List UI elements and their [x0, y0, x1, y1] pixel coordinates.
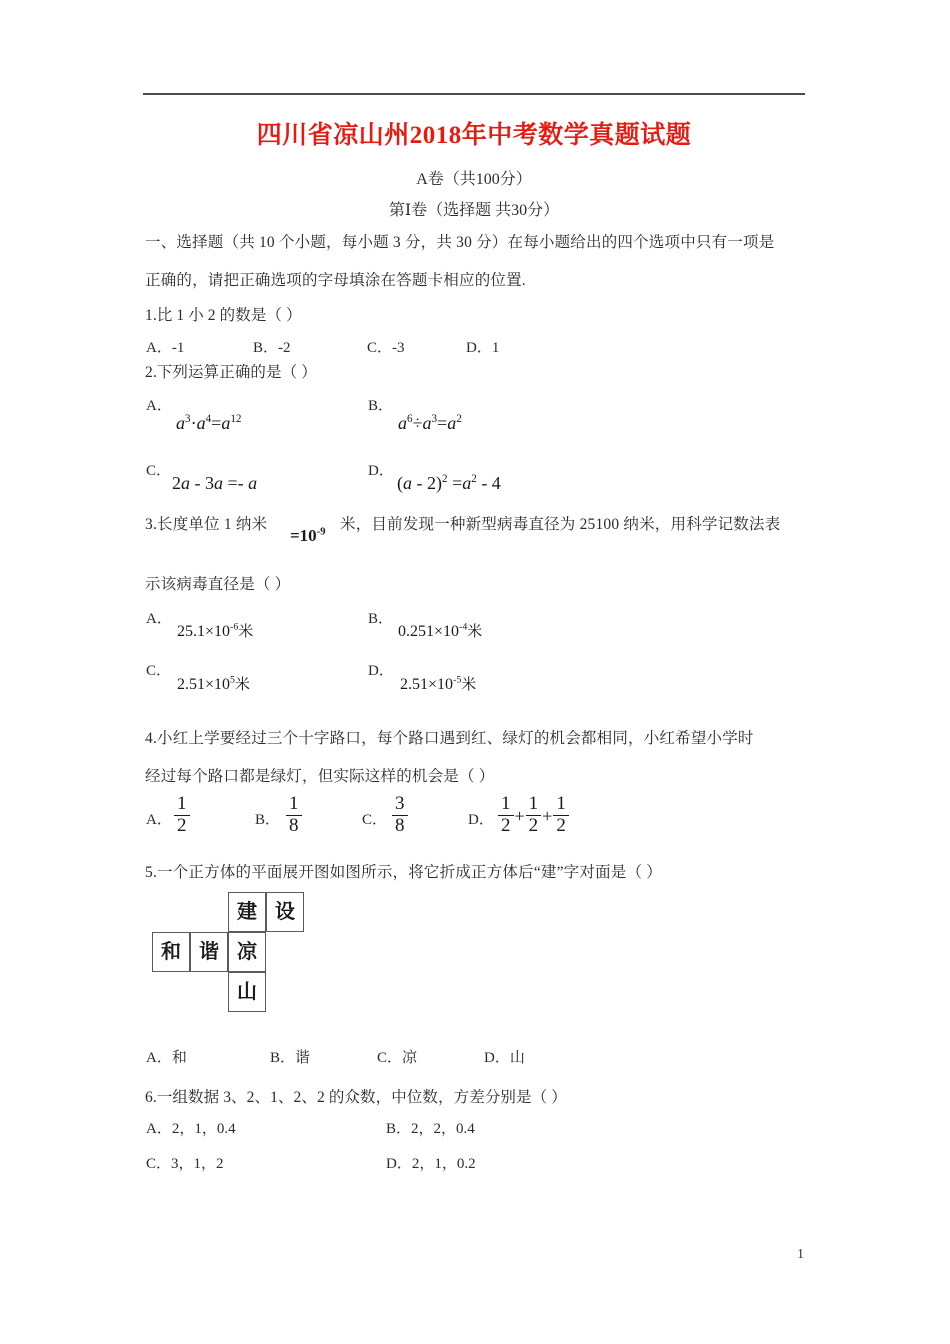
section-intro-line-2: 正确的，请把正确选项的字母填涂在答题卡相应的位置. [145, 272, 526, 289]
q4d-denominator-3: 2 [556, 814, 566, 836]
q4d-numerator-3: 1 [553, 794, 569, 816]
q3b-unit: 米 [467, 624, 483, 640]
q2a-equals: = [211, 413, 222, 433]
q6-option-b-text: 2，2，0.4 [411, 1121, 475, 1137]
q3-option-c-value [177, 673, 250, 694]
q4-option-d-expression [498, 795, 569, 837]
q2-option-c-label: C． [146, 463, 172, 479]
q6-option-b-label: B． [386, 1121, 412, 1137]
question-6-stem: 6.一组数据 3、2、1、2、2 的众数，中位数，方差分别是（ ） [145, 1089, 567, 1106]
question-3-stem-part-1: 3.长度单位 1 纳米 [145, 516, 268, 533]
q6-option-c-text: 3，1，2 [171, 1156, 224, 1172]
q5-option-c-text: 凉 [402, 1050, 418, 1066]
q1-option-d-label: D． [466, 340, 492, 356]
subtitle-part-one: 第Ⅰ卷（选择题 共30分） [388, 202, 560, 219]
q4c-denominator: 8 [395, 814, 405, 836]
q1-option-b-label: B． [253, 340, 279, 356]
q4a-denominator: 2 [177, 814, 187, 836]
q3-option-d-label: D． [368, 663, 394, 679]
q4-option-c-fraction [392, 795, 408, 837]
q4-option-b-fraction [286, 795, 302, 837]
q2-option-a-expression [176, 413, 241, 434]
section-intro-line-1: 一、选择题（共 10 个小题，每小题 3 分，共 30 分）在每小题给出的四个选项中只有一项是 [145, 234, 775, 251]
header-rule [143, 93, 805, 95]
q3-option-a-value [177, 620, 253, 641]
q3c-exponent: 5 [230, 674, 235, 686]
q2a-sup-3: 12 [230, 413, 242, 425]
question-4-stem-line-2: 经过每个路口都是绿灯，但实际这样的机会是（ ） [145, 768, 495, 785]
q4a-numerator: 1 [174, 794, 190, 816]
q2-option-d-label: D． [368, 463, 394, 479]
q2-option-b-label: B． [368, 398, 394, 414]
question-3-stem-line-2: 示该病毒直径是（ ） [145, 576, 291, 593]
q3c-unit: 米 [234, 677, 250, 693]
q4d-plus-1: + [514, 805, 525, 826]
q2b-sup-1: 6 [407, 413, 413, 425]
q3-option-b-value [398, 620, 482, 641]
q2b-sup-2: 3 [431, 413, 438, 425]
q2b-operator: ÷ [412, 413, 423, 433]
q2b-base-2: a [422, 413, 432, 433]
q5-option-a-label: A． [146, 1050, 172, 1066]
q1-option-a-label: A． [146, 340, 172, 356]
q5-option-a-text: 和 [171, 1050, 187, 1066]
q4-option-a-fraction [174, 795, 190, 837]
q6-option-d-text: 2，1，0.2 [411, 1156, 476, 1172]
q4-option-b-label: B． [255, 812, 281, 828]
net-cell-shan: 山 [228, 972, 266, 1012]
subtitle-a-volume: A卷（共100分） [416, 171, 532, 188]
page-title: 四川省凉山州2018年中考数学真题试题 [256, 122, 692, 149]
q2a-operator: · [190, 413, 197, 433]
question-2-stem: 2.下列运算正确的是（ ） [145, 364, 317, 381]
net-cell-he: 和 [152, 932, 190, 972]
q3-inline-exponent: -9 [316, 526, 326, 538]
page-number: 1 [797, 1247, 804, 1262]
q3-option-c-label: C． [146, 663, 172, 679]
q2-option-a-label: A． [146, 398, 172, 414]
q3a-unit: 米 [238, 624, 254, 640]
q2a-sup-2: 4 [205, 413, 212, 425]
q3b-mantissa: 0.251×10 [398, 623, 460, 640]
q2a-base-1: a [176, 413, 185, 433]
q3-option-d-value [400, 673, 476, 694]
q3d-mantissa: 2.51×10 [400, 676, 454, 693]
q2b-base-3: a [447, 413, 457, 433]
q5-option-d-text: 山 [509, 1050, 525, 1066]
q6-option-c-label: C． [146, 1156, 172, 1172]
q4d-plus-2: + [542, 805, 553, 826]
q3a-mantissa: 25.1×10 [177, 623, 231, 640]
q3-option-a-label: A． [146, 611, 172, 627]
question-5-stem: 5.一个正方体的平面展开图如图所示，将它折成正方体后“建”字对面是（ ） [145, 864, 662, 881]
q3d-exponent: -5 [453, 674, 462, 686]
q4-option-a-label: A． [146, 812, 172, 828]
q3-option-b-label: B． [368, 611, 394, 627]
q2-option-d-expression: $(a - 2)^2 =a^2 - 4$ [397, 473, 501, 493]
q2a-sup-1: 3 [185, 413, 191, 425]
q4d-denominator-2: 2 [528, 814, 539, 836]
q6-option-a-label: A． [146, 1121, 172, 1137]
q4-option-c-label: C． [362, 812, 388, 828]
question-1-stem: 1.比 1 小 2 的数是（ ） [145, 307, 302, 324]
q3a-exponent: -6 [230, 621, 239, 633]
net-cell-jian: 建 [228, 892, 266, 932]
q5-option-b-label: B． [270, 1050, 296, 1066]
q2b-equals: = [437, 413, 448, 433]
question-3-stem-part-2: 米，目前发现一种新型病毒直径为 25100 纳米，用科学记数法表 [340, 516, 781, 533]
question-3-inline-math [290, 526, 325, 546]
q4-option-d-label: D． [468, 812, 494, 828]
q6-option-a-text: 2，1，0.4 [171, 1121, 236, 1137]
q3-inline-base: =10 [290, 526, 317, 545]
net-cell-xie: 谐 [190, 932, 228, 972]
q2-option-c-expression: 2a - 3a =- a [172, 473, 258, 493]
q3c-mantissa: 2.51×10 [177, 676, 231, 693]
q2-option-b-expression [398, 413, 462, 434]
q4c-numerator: 3 [392, 794, 408, 816]
q4d-denominator-1: 2 [501, 814, 511, 836]
q1-option-c-text: -3 [392, 340, 405, 356]
q3d-unit: 米 [461, 677, 477, 693]
q3b-exponent: -4 [459, 621, 468, 633]
q5-option-b-text: 谐 [295, 1050, 311, 1066]
net-cell-she: 设 [266, 892, 304, 932]
q2b-base-1: a [398, 413, 407, 433]
q1-option-a-text: -1 [171, 340, 185, 356]
q4d-numerator-1: 1 [498, 794, 514, 816]
q5-option-d-label: D． [484, 1050, 510, 1066]
q1-option-b-text: -2 [278, 340, 291, 356]
question-4-stem-line-1: 4.小红上学要经过三个十字路口，每个路口遇到红、绿灯的机会都相同，小红希望小学时 [145, 730, 754, 747]
q6-option-d-label: D． [386, 1156, 412, 1172]
q2a-base-2: a [196, 413, 206, 433]
net-cell-liang: 凉 [228, 932, 266, 972]
q2a-base-3: a [221, 413, 231, 433]
q4d-numerator-2: 1 [526, 794, 542, 816]
q2b-sup-3: 2 [456, 413, 462, 425]
q1-option-c-label: C． [367, 340, 393, 356]
q1-option-d-text: 1 [491, 340, 500, 356]
q4b-denominator: 8 [289, 814, 299, 836]
q5-option-c-label: C． [377, 1050, 403, 1066]
q4b-numerator: 1 [286, 794, 302, 816]
